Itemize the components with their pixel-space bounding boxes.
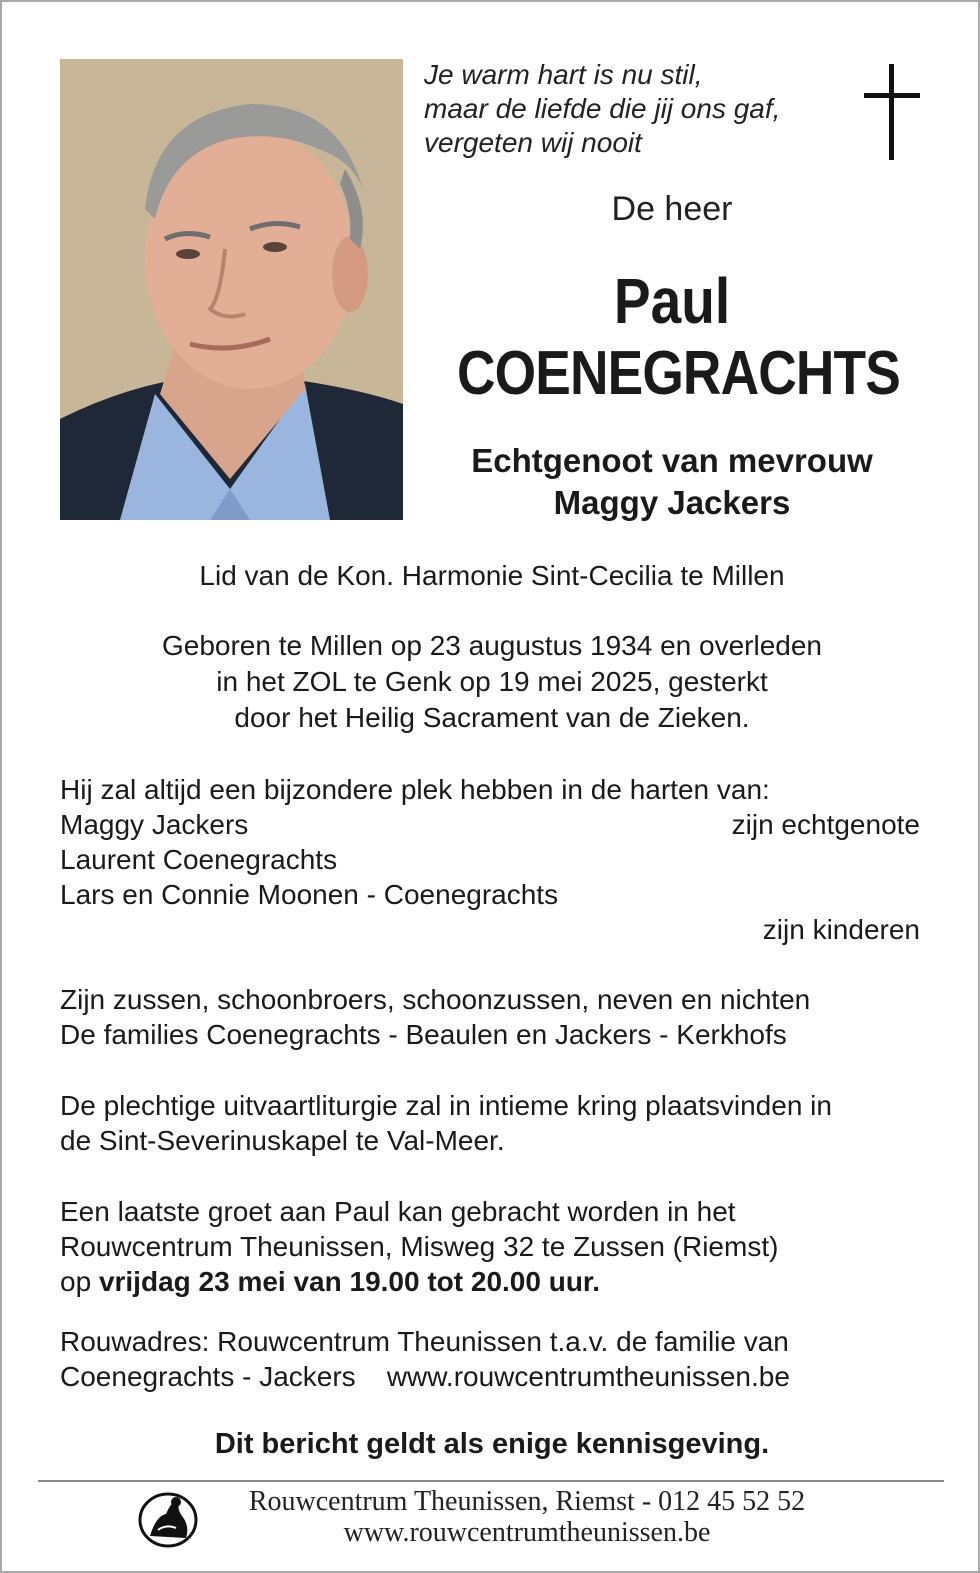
bereaved-name: Maggy Jackers — [60, 809, 249, 840]
address-line: Rouwadres: Rouwcentrum Theunissen t.a.v. de familie van — [60, 1326, 789, 1357]
liturgy-line: De plechtige uitvaartliturgie zal in intieme kring plaatsvinden in — [60, 1090, 832, 1121]
bereaved-name: Laurent Coenegrachts — [60, 844, 338, 875]
footer-divider — [38, 1480, 944, 1482]
portrait-illustration — [60, 59, 403, 520]
bereaved-role: zijn echtgenote — [731, 809, 920, 840]
visitation-info — [60, 1194, 920, 1299]
bereaved-name: Lars en Connie Moonen - Coenegrachts — [60, 879, 559, 910]
visitation-prefix: op — [60, 1266, 92, 1297]
bereaved-intro: Hij zal altijd een bijzondere plek hebben in de harten van: — [60, 774, 770, 805]
bereaved-role: zijn kinderen — [762, 914, 920, 945]
cross-icon — [864, 64, 920, 160]
portrait-photo — [60, 59, 403, 520]
spouse-line: Echtgenoot van mevrouw — [471, 442, 873, 479]
funeral-home-logo — [136, 1486, 200, 1548]
birth-death-info — [2, 628, 980, 736]
birth-death-line: door het Heilig Sacrament van de Zieken. — [234, 702, 750, 733]
poem-line: Je warm hart is nu stil, — [424, 59, 703, 90]
first-name: Paul — [613, 265, 731, 337]
footer-website-link[interactable]: www.rouwcentrumtheunissen.be — [343, 1517, 711, 1548]
address-line — [60, 1359, 920, 1394]
visitation-line — [60, 1264, 920, 1299]
spouse-name: Maggy Jackers — [553, 484, 791, 521]
birth-death-line: in het ZOL te Genk op 19 mei 2025, gesterkt — [216, 666, 768, 697]
membership: Lid van de Kon. Harmonie Sint-Cecilia te Millen — [199, 560, 785, 591]
address-website-link[interactable]: www.rouwcentrumtheunissen.be — [386, 1361, 790, 1392]
poem-line: vergeten wij nooit — [424, 127, 642, 158]
footer-contact — [202, 1486, 852, 1548]
notice: Dit bericht geldt als enige kennisgeving. — [214, 1428, 770, 1460]
bereaved-row — [60, 807, 920, 842]
poem-line: maar de liefde die jij ons gaf, — [424, 93, 781, 124]
extended-family — [60, 982, 920, 1052]
family-line: De families Coenegrachts - Beaulen en Jackers - Kerkhofs — [60, 1019, 787, 1050]
family-line: Zijn zussen, schoonbroers, schoonzussen, neven en nichten — [60, 984, 811, 1015]
last-name: COENEGRACHTS — [457, 339, 900, 408]
spouse-info — [422, 440, 922, 524]
mourning-address — [60, 1324, 920, 1394]
liturgy-info — [60, 1088, 920, 1158]
footer-company-line: Rouwcentrum Theunissen, Riemst - 012 45 52 52 — [248, 1486, 806, 1517]
visitation-time: vrijdag 23 mei van 19.00 tot 20.00 uur. — [98, 1266, 601, 1297]
bereaved-list — [60, 772, 920, 947]
birth-death-line: Geboren te Millen op 23 augustus 1934 en overleden — [161, 630, 823, 661]
visitation-line: Een laatste groet aan Paul kan gebracht worden in het — [60, 1196, 736, 1227]
address-family: Coenegrachts - Jackers — [60, 1361, 356, 1392]
honorific: De heer — [611, 190, 733, 228]
memorial-poem — [424, 58, 780, 160]
liturgy-line: de Sint-Severinuskapel te Val-Meer. — [60, 1125, 505, 1156]
visitation-line: Rouwcentrum Theunissen, Misweg 32 te Zussen (Riemst) — [60, 1231, 779, 1262]
